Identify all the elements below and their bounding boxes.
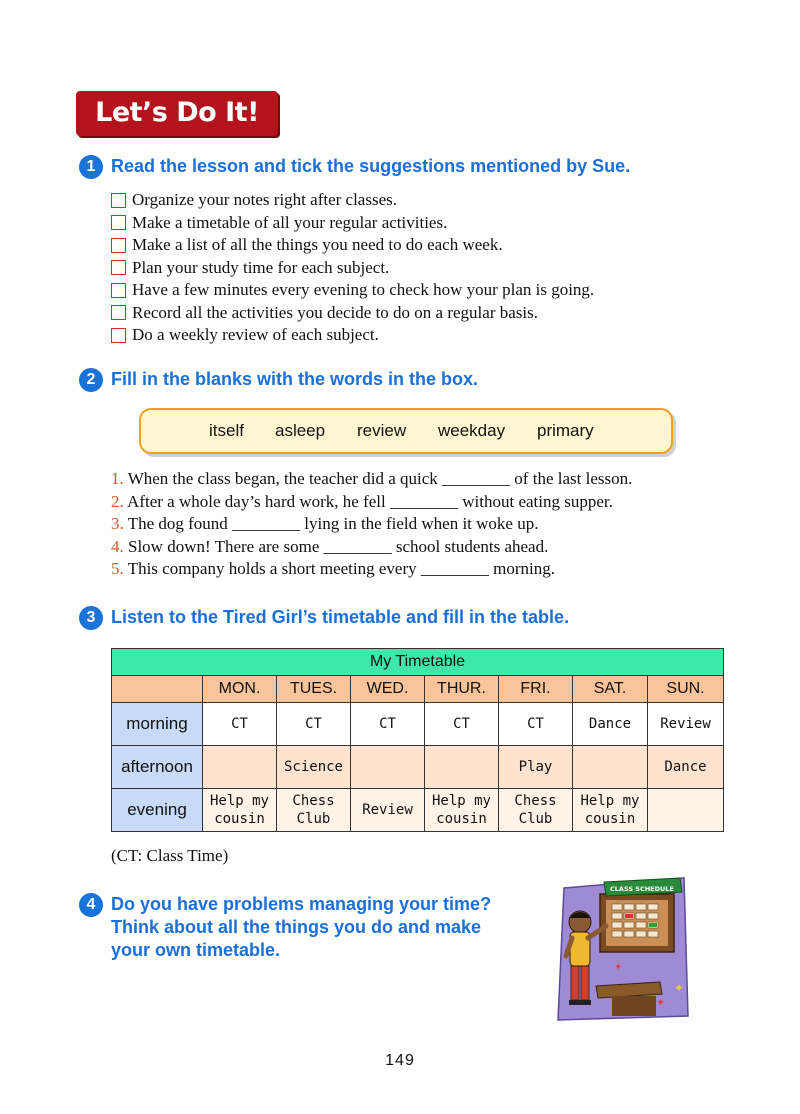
lets-do-it-banner: [76, 91, 278, 136]
word-option: weekday: [438, 421, 506, 440]
class-schedule-illustration: [556, 874, 690, 1022]
section-1-heading: Read the lesson and tick the suggestions mentioned by Sue.: [111, 156, 631, 176]
timetable-cell[interactable]: Help my cousin: [203, 789, 277, 832]
tick-checkbox[interactable]: [111, 260, 126, 275]
timetable-cell[interactable]: Help my cousin: [425, 789, 499, 832]
sentence-item: 2. After a whole day’s hard work, he fell ________ without eating supper.: [111, 491, 613, 511]
timetable-cell[interactable]: Chess Club: [499, 789, 573, 832]
checklist-item: Make a list of all the things you need to do each week.: [111, 234, 594, 257]
checklist-item: Record all the activities you decide to do on a regular basis.: [111, 302, 594, 325]
day-header: FRI.: [499, 676, 573, 703]
checklist-item: Make a timetable of all your regular activities.: [111, 212, 594, 235]
fill-in-sentences: [111, 469, 632, 582]
timetable-cell[interactable]: Review: [351, 789, 425, 832]
word-box: [139, 408, 673, 454]
schedule-sign-text: CLASS SCHEDULE: [610, 885, 674, 893]
timetable-cell[interactable]: [648, 789, 724, 832]
section-3-number: 3: [79, 606, 103, 630]
timetable-cell[interactable]: Science: [277, 746, 351, 789]
word-option: itself: [209, 421, 244, 440]
table-note: (CT: Class Time): [111, 846, 229, 865]
section-2-heading: Fill in the blanks with the words in the box.: [111, 369, 479, 389]
tick-checkbox[interactable]: [111, 283, 126, 298]
day-header: WED.: [351, 676, 425, 703]
checklist-item: Do a weekly review of each subject.: [111, 324, 594, 347]
day-header: THUR.: [425, 676, 499, 703]
tick-checkbox[interactable]: [111, 238, 126, 253]
checklist-item: Organize your notes right after classes.: [111, 189, 594, 212]
word-option: primary: [537, 421, 594, 440]
tick-checkbox[interactable]: [111, 305, 126, 320]
sentence-item: 5. This company holds a short meeting every ________ morning.: [111, 559, 555, 578]
tick-checkbox[interactable]: [111, 215, 126, 230]
section-4-number: 4: [79, 893, 103, 917]
checklist-item: Plan your study time for each subject.: [111, 257, 594, 280]
day-header: TUES.: [277, 676, 351, 703]
sentence-item: 1. When the class began, the teacher did a quick ________ of the last lesson.: [111, 469, 633, 488]
corner-cell: [112, 676, 203, 703]
section-2-number: 2: [79, 368, 103, 392]
timetable-cell[interactable]: CT: [351, 703, 425, 746]
day-header: SUN.: [648, 676, 724, 703]
timetable-cell[interactable]: Review: [648, 703, 724, 746]
row-label-morning: morning: [112, 703, 203, 746]
timetable-cell[interactable]: Help my cousin: [573, 789, 648, 832]
timetable-cell[interactable]: CT: [203, 703, 277, 746]
sentence-item: 3. The dog found ________ lying in the field when it woke up.: [111, 514, 539, 533]
section-3-heading: Listen to the Tired Girl’s timetable and fill in the table.: [111, 607, 570, 627]
day-header: SAT.: [573, 676, 648, 703]
page-number: 149: [385, 1052, 415, 1069]
banner-title: Let’s Do It!: [95, 97, 259, 128]
sentence-item: 4. Slow down! There are some ________ school students ahead.: [111, 536, 549, 556]
word-option: review: [357, 421, 407, 440]
svg-text:✦: ✦: [674, 981, 685, 995]
tick-checkbox[interactable]: [111, 328, 126, 343]
word-option: asleep: [275, 421, 326, 440]
timetable-cell[interactable]: [573, 746, 648, 789]
timetable-cell[interactable]: Chess Club: [277, 789, 351, 832]
section-4-heading: Do you have problems managing your time? Think about all the things you do and make your own timetable.: [111, 894, 492, 960]
suggestion-checklist: [111, 189, 594, 347]
row-label-afternoon: afternoon: [112, 746, 203, 789]
timetable-cell[interactable]: Dance: [648, 746, 724, 789]
timetable-cell[interactable]: [351, 746, 425, 789]
timetable-cell[interactable]: CT: [425, 703, 499, 746]
day-header: MON.: [203, 676, 277, 703]
timetable-cell[interactable]: Play: [499, 746, 573, 789]
timetable-cell[interactable]: CT: [499, 703, 573, 746]
section-1-number: 1: [79, 155, 103, 179]
svg-text:✦: ✦: [614, 962, 623, 973]
timetable: [111, 648, 724, 832]
timetable-cell[interactable]: [203, 746, 277, 789]
row-label-evening: evening: [112, 789, 203, 832]
timetable-cell[interactable]: Dance: [573, 703, 648, 746]
timetable-cell[interactable]: CT: [277, 703, 351, 746]
checklist-item: Have a few minutes every evening to check how your plan is going.: [111, 279, 594, 302]
svg-text:✦: ✦: [656, 996, 666, 1009]
timetable-title: My Timetable: [112, 649, 724, 676]
timetable-cell[interactable]: [425, 746, 499, 789]
tick-checkbox[interactable]: [111, 193, 126, 208]
